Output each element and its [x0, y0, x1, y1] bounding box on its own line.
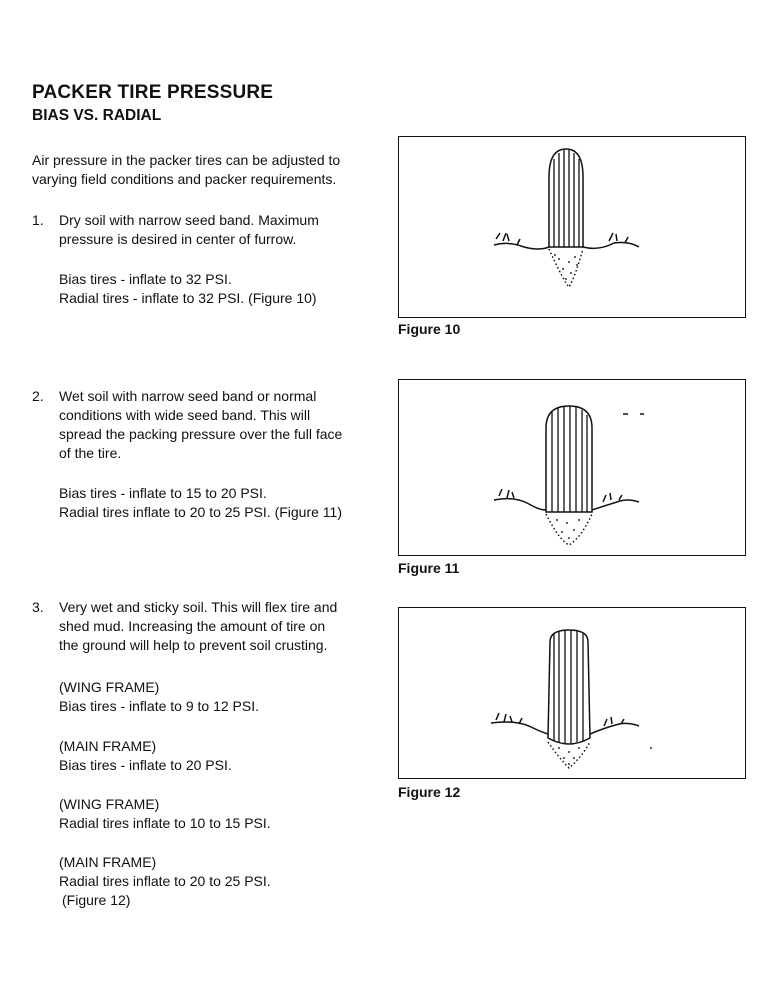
setting-line: Bias tires - inflate to 32 PSI. — [59, 271, 232, 287]
item-description-line: Wet soil with narrow seed band or normal — [59, 388, 317, 404]
setting-line: Radial tires - inflate to 32 PSI. (Figure 10) — [59, 290, 317, 306]
item-description-line: the ground will help to prevent soil crusting. — [59, 637, 328, 653]
item-description-line: pressure is desired in center of furrow. — [59, 231, 297, 247]
setting-line: Radial tires inflate to 20 to 25 PSI. (Figure 11) — [59, 504, 342, 520]
item-2-settings — [59, 484, 399, 522]
tire-dry-soil-illustration — [399, 137, 744, 316]
frame-label: (WING FRAME) — [59, 679, 160, 695]
figure-10-frame — [398, 136, 746, 318]
figure-reference: (Figure 12) — [62, 892, 131, 908]
frame-label: (WING FRAME) — [59, 796, 160, 812]
setting-line: Bias tires - inflate to 9 to 12 PSI. — [59, 698, 259, 714]
setting-line: Radial tires inflate to 20 to 25 PSI. — [59, 873, 271, 889]
item-3-group-1 — [59, 678, 399, 716]
list-item-number: 3. — [32, 599, 44, 615]
figure-12-frame — [398, 607, 746, 779]
figure-12-caption: Figure 12 — [398, 784, 461, 800]
frame-label: (MAIN FRAME) — [59, 854, 157, 870]
list-item-1 — [32, 211, 392, 249]
setting-line: Radial tires inflate to 10 to 15 PSI. — [59, 815, 271, 831]
setting-line: Bias tires - inflate to 20 PSI. — [59, 757, 232, 773]
tire-sticky-soil-illustration — [399, 608, 744, 777]
page-subtitle: BIAS VS. RADIAL — [32, 107, 162, 124]
figure-10-caption: Figure 10 — [398, 321, 461, 337]
figure-11-caption: Figure 11 — [398, 560, 460, 576]
intro-line: Air pressure in the packer tires can be adjusted to — [32, 152, 341, 168]
list-item-number: 2. — [32, 388, 44, 404]
item-description-line: Very wet and sticky soil. This will flex tire and — [59, 599, 338, 615]
item-3-group-4 — [59, 853, 399, 910]
tire-wet-soil-illustration — [399, 380, 744, 554]
setting-line: Bias tires - inflate to 15 to 20 PSI. — [59, 485, 267, 501]
item-description-line: shed mud. Increasing the amount of tire on — [59, 618, 326, 634]
item-3-group-3 — [59, 795, 399, 833]
item-description-line: of the tire. — [59, 445, 122, 461]
item-description-line: conditions with wide seed band. This will — [59, 407, 311, 423]
intro-paragraph — [32, 151, 392, 189]
item-1-settings — [59, 270, 399, 308]
item-3-group-2 — [59, 737, 399, 775]
frame-label: (MAIN FRAME) — [59, 738, 157, 754]
item-description-line: Dry soil with narrow seed band. Maximum — [59, 212, 319, 228]
list-item-3 — [32, 598, 392, 655]
list-item-2 — [32, 387, 392, 463]
page-title: PACKER TIRE PRESSURE — [32, 82, 274, 103]
item-description-line: spread the packing pressure over the full face — [59, 426, 343, 442]
figure-11-frame — [398, 379, 746, 556]
list-item-number: 1. — [32, 212, 44, 228]
intro-line: varying field conditions and packer requirements. — [32, 171, 337, 187]
